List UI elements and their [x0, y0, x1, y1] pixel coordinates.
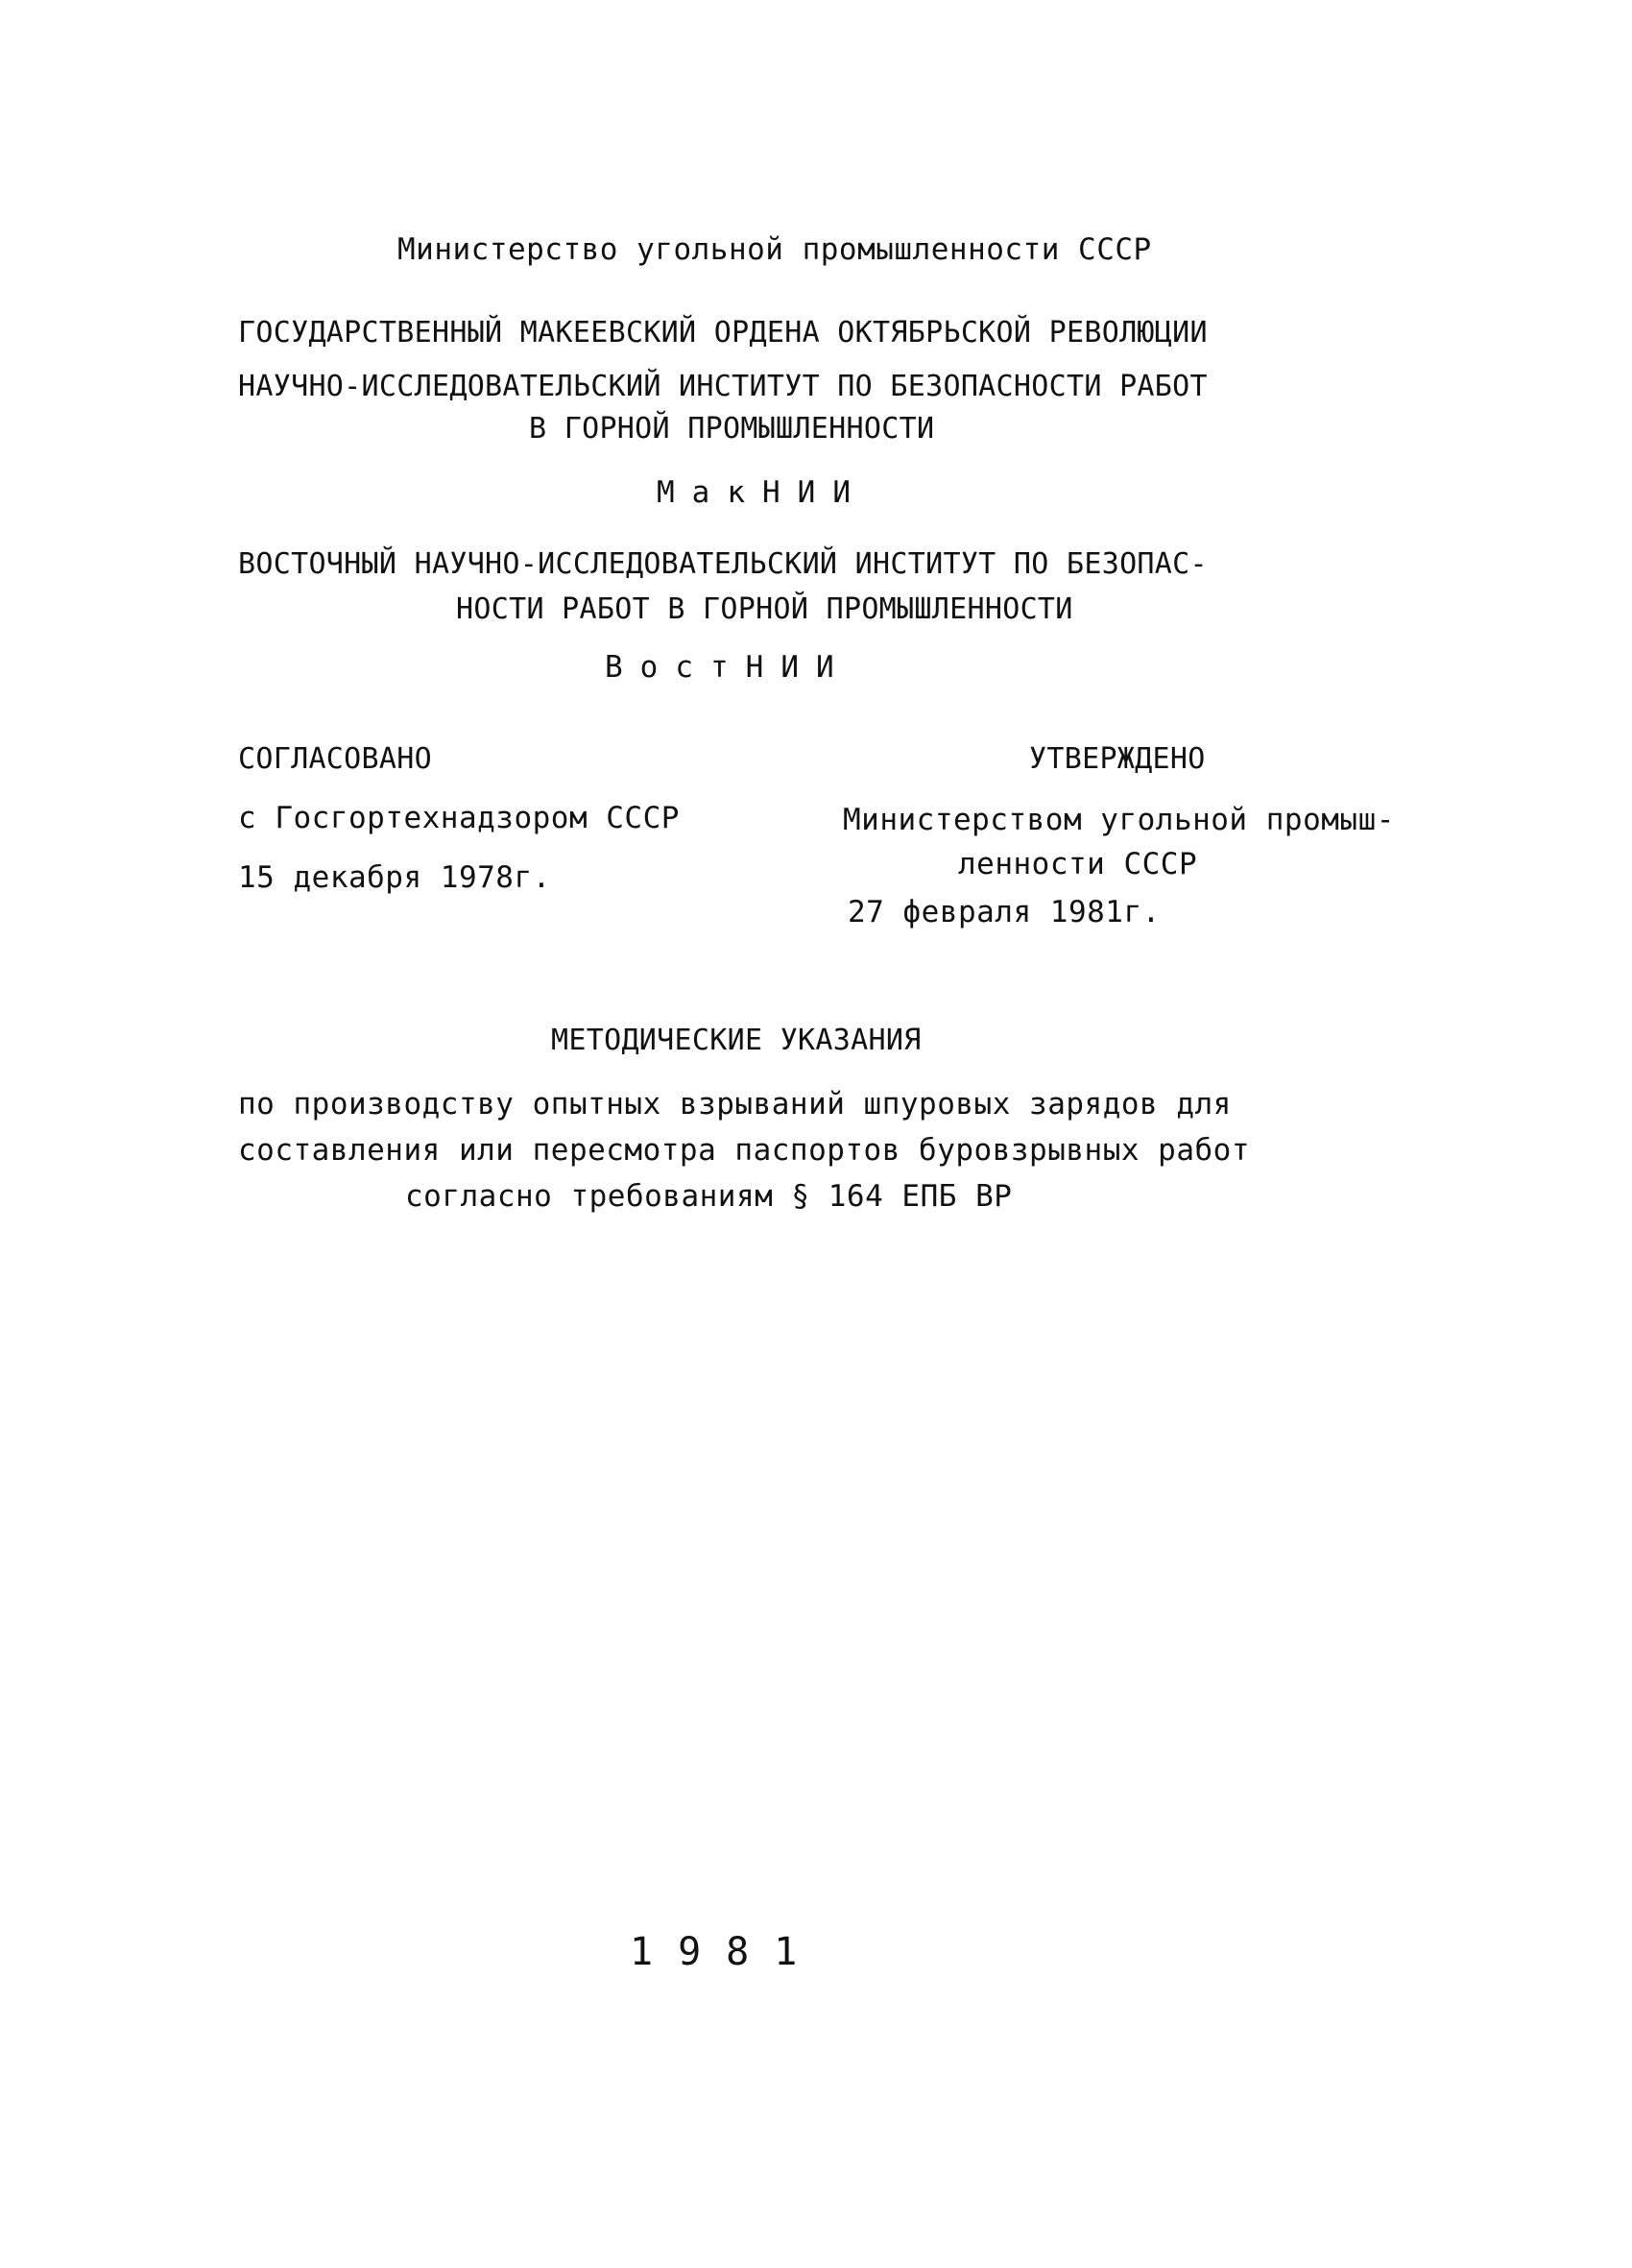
institute1-line-3: В ГОРНОЙ ПРОМЫШЛЕННОСТИ	[529, 412, 935, 446]
ministry-name: Министерство угольной промышленности СССР	[397, 232, 1152, 267]
approval-right-by-line-1: Министерством угольной промыш-	[843, 803, 1395, 837]
institute2-line-1: ВОСТОЧНЫЙ НАУЧНО-ИССЛЕДОВАТЕЛЬСКИЙ ИНСТИТУТ ПО БЕЗОПАС-	[238, 547, 1208, 581]
approval-right-by-line-2: ленности СССР	[958, 847, 1198, 881]
institute2-line-2: НОСТИ РАБОТ В ГОРНОЙ ПРОМЫШЛЕННОСТИ	[456, 592, 1073, 626]
approval-right-date: 27 февраля 1981г.	[848, 895, 1161, 929]
document-subtitle-line-2: составления или пересмотра паспортов буровзрывных работ	[238, 1133, 1250, 1168]
document-subtitle-line-3: согласно требованиям § 164 ЕПБ ВР	[405, 1179, 1013, 1214]
institute1-line-2: НАУЧНО-ИССЛЕДОВАТЕЛЬСКИЙ ИНСТИТУТ ПО БЕЗОПАСНОСТИ РАБОТ	[238, 370, 1208, 403]
publication-year: 1981	[630, 1930, 823, 1974]
document-subtitle-line-1: по производству опытных взрываний шпуровых зарядов для	[238, 1087, 1232, 1122]
institute1-line-1: ГОСУДАРСТВЕННЫЙ МАКЕЕВСКИЙ ОРДЕНА ОКТЯБРЬСКОЙ РЕВОЛЮЦИИ	[238, 316, 1208, 350]
institute2-abbreviation: ВостНИИ	[605, 650, 852, 685]
document-title: МЕТОДИЧЕСКИЕ УКАЗАНИЯ	[551, 1024, 922, 1057]
approval-left-by: с Госгортехнадзором СССР	[238, 801, 680, 835]
approval-left-heading: СОГЛАСОВАНО	[238, 742, 432, 776]
institute1-abbreviation: МакНИИ	[657, 475, 868, 510]
approval-left-date: 15 декабря 1978г.	[238, 860, 551, 895]
approval-right-heading: УТВЕРЖДЕНО	[1029, 742, 1206, 776]
